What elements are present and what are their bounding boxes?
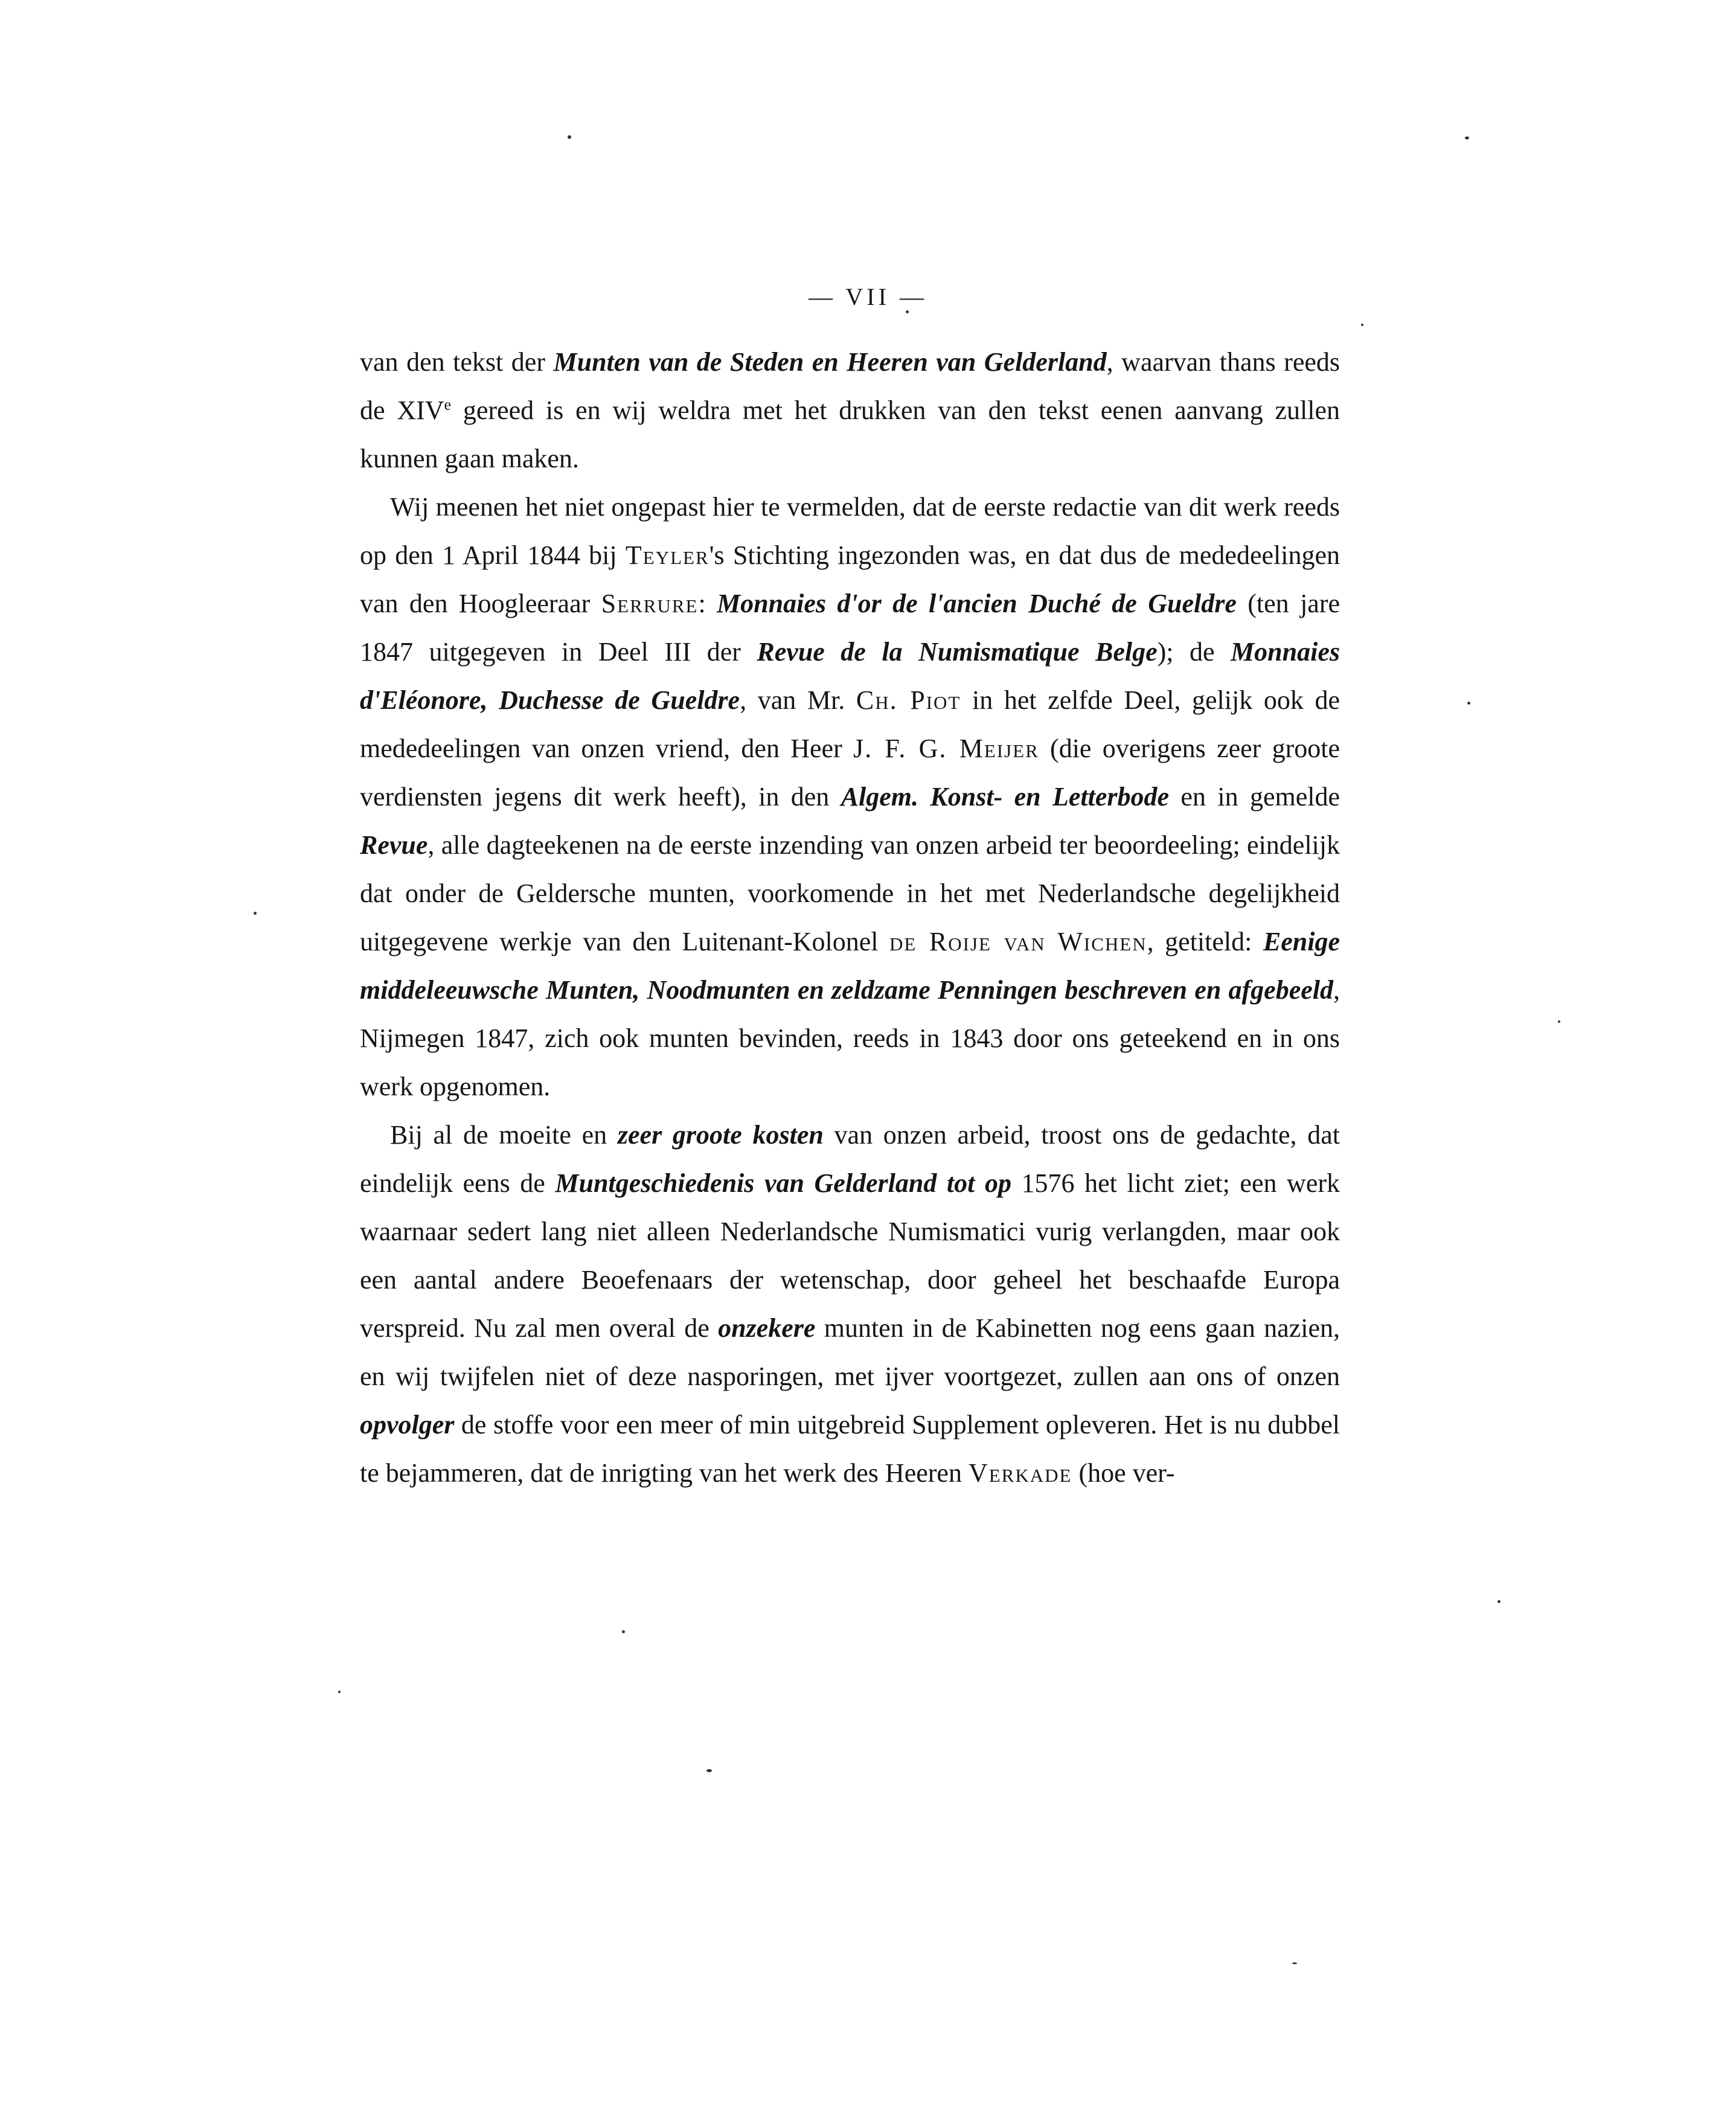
italic-text: Muntgeschiedenis van Gelderland tot op bbox=[555, 1168, 1011, 1198]
text-run: gereed is en wij weldra met het drukken van den tekst eenen aanvang zullen kunnen gaan maken. bbox=[360, 395, 1340, 473]
scan-speck bbox=[568, 135, 571, 139]
text-run: , waarvan thans reeds de XIV bbox=[360, 347, 1340, 425]
scan-speck bbox=[1465, 136, 1469, 139]
small-caps-name: de Roije van Wichen bbox=[889, 927, 1147, 956]
text-run: , Nijmegen 1847, zich ook munten bevinden, reeds in 1843 door ons geteekend en in ons werk opgenomen. bbox=[360, 975, 1340, 1101]
scan-speck bbox=[1361, 324, 1363, 326]
italic-text: zeer groote kosten bbox=[617, 1120, 824, 1150]
text-run: ); de bbox=[1157, 637, 1231, 667]
italic-text: Revue bbox=[360, 830, 428, 860]
text-run: Bij al de moeite en bbox=[390, 1120, 618, 1150]
small-caps-name: Verkade bbox=[968, 1458, 1072, 1488]
small-caps-name: Serrure bbox=[601, 589, 699, 618]
text-run: 's Stichting ingezonden was, en dat dus de mededeelingen van den Hoogleeraar bbox=[360, 540, 1340, 618]
small-caps-name: Teyler bbox=[625, 540, 709, 570]
text-run: (hoe ver- bbox=[1072, 1458, 1175, 1488]
italic-text: Monnaies d'or de l'ancien Duché de Gueldre bbox=[717, 589, 1237, 618]
italic-text: Eenige middeleeuwsche Munten, Noodmunten en zeldzame Penningen beschreven en afgebeeld bbox=[360, 927, 1340, 1005]
text-run: (ten jare 1847 uitgegeven in Deel III der bbox=[360, 589, 1340, 667]
paragraph-3 bbox=[360, 1111, 1340, 1497]
page-number-header: — VII — bbox=[809, 283, 927, 310]
scan-speck bbox=[338, 1691, 341, 1693]
italic-text: Algem. Konst- en Letterbode bbox=[841, 782, 1170, 812]
scan-speck bbox=[622, 1630, 625, 1633]
italic-text: Revue de la Numismatique Belge bbox=[757, 637, 1158, 667]
italic-text: onzekere bbox=[718, 1313, 816, 1343]
paragraph-1 bbox=[360, 338, 1340, 483]
text-run: van den tekst der bbox=[360, 347, 554, 377]
text-run: en in gemelde bbox=[1169, 782, 1340, 812]
scan-speck bbox=[1497, 1600, 1501, 1603]
text-run: , alle dagteekenen na de eerste inzending van onzen arbeid ter beoordeeling; eindelijk dat onder de Geldersche munten, voorkomende in het met Nederlandsche degelijkheid uitgegevene werkje van den Luitenant-Kolonel bbox=[360, 830, 1340, 956]
text-run: de stoffe voor een meer of min uitgebreid Supplement opleveren. Het is nu dubbel te bejammeren, dat de inrigting van het werk des Heeren bbox=[360, 1410, 1340, 1488]
scan-speck bbox=[254, 912, 257, 915]
scan-speck bbox=[1292, 1962, 1297, 1964]
text-run: 1576 het licht ziet; een werk waarnaar sedert lang niet alleen Nederlandsche Numismatici vurig verlangden, maar ook een aantal andere Beoefenaars der wetenschap, door geheel het beschaafde Europa verspreid. Nu zal men overal de bbox=[360, 1168, 1340, 1343]
superscript-text: e bbox=[444, 395, 452, 414]
text-run: Wij meenen het niet ongepast hier te vermelden, dat de eerste redactie van dit werk reeds op den 1 April 1844 bij bbox=[360, 492, 1340, 570]
text-run: , getiteld: bbox=[1147, 927, 1263, 956]
paragraph-2 bbox=[360, 483, 1340, 1111]
small-caps-name: Ch. Piot bbox=[856, 685, 961, 715]
text-run: , van Mr. bbox=[740, 685, 856, 715]
small-caps-name: J. F. G. Meijer bbox=[853, 734, 1039, 763]
scan-speck bbox=[706, 1769, 712, 1772]
scan-speck bbox=[1467, 702, 1470, 705]
text-run: munten in de Kabinetten nog eens gaan nazien, en wij twijfelen niet of deze nasporingen, met ijver voortgezet, zullen aan ons of onzen bbox=[360, 1313, 1340, 1391]
body-text bbox=[360, 338, 1340, 1497]
italic-text: Monnaies d'Eléonore, Duchesse de Gueldre bbox=[360, 637, 1340, 715]
text-run: (die overigens zeer groote verdiensten jegens dit werk heeft), in den bbox=[360, 734, 1340, 812]
italic-text: Munten van de Steden en Heeren van Gelderland bbox=[553, 347, 1107, 377]
text-run: van onzen arbeid, troost ons de gedachte, dat eindelijk eens de bbox=[360, 1120, 1340, 1198]
text-run: in het zelfde Deel, gelijk ook de mededeelingen van onzen vriend, den Heer bbox=[360, 685, 1340, 763]
scan-speck bbox=[1558, 1020, 1560, 1023]
italic-text: opvolger bbox=[360, 1410, 455, 1439]
scan-speck bbox=[906, 310, 909, 313]
text-run: : bbox=[698, 589, 717, 618]
